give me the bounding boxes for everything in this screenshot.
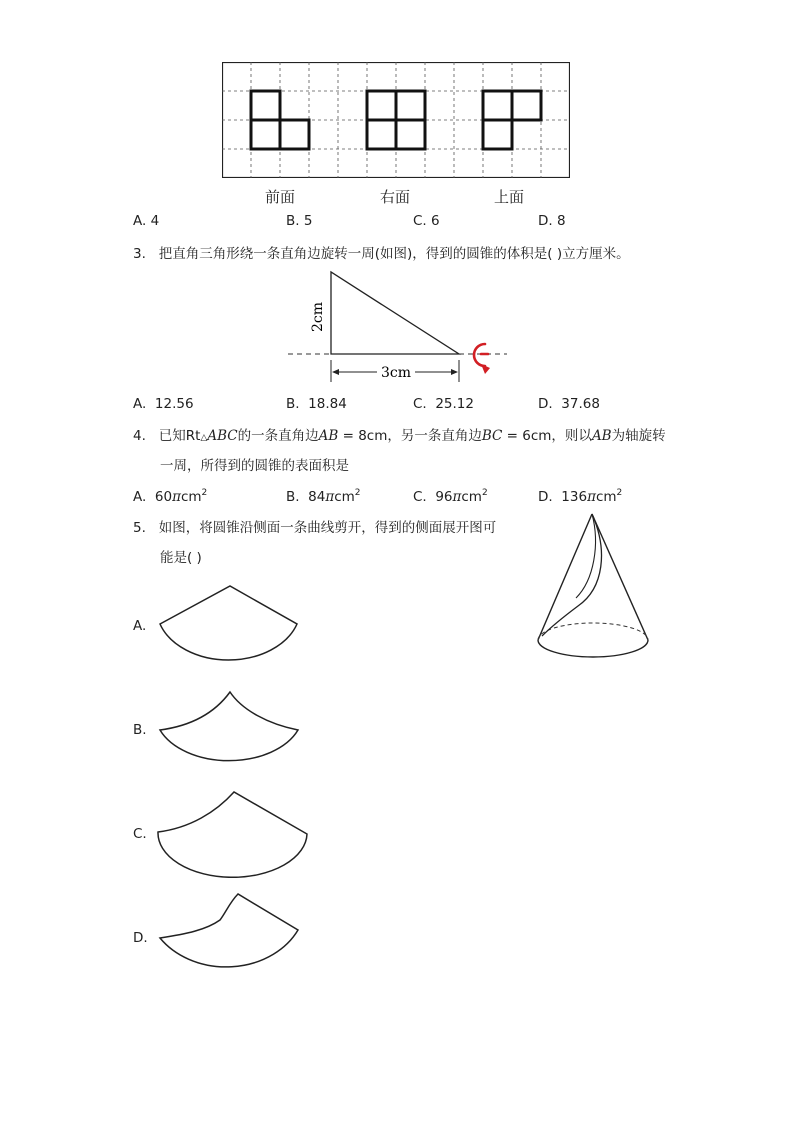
q3-option-a[interactable]: A. 12.56 <box>133 396 194 412</box>
q4-option-b[interactable]: B. 84πcm$^2$ <box>286 488 361 505</box>
view-label-right: 右面 <box>380 188 411 206</box>
q5-option-b-label[interactable]: B. <box>133 722 147 738</box>
q4-option-d[interactable]: D. 136πcm$^2$ <box>538 488 623 505</box>
q5-option-a-label[interactable]: A. <box>133 618 147 634</box>
q4-question-line2: 一周，所得到的圆锥的表面积是 <box>160 458 349 474</box>
q3-number: 3. <box>133 246 146 262</box>
q3-option-d[interactable]: D. 37.68 <box>538 396 600 412</box>
q2-option-a[interactable]: A. 4 <box>133 213 160 229</box>
q3-option-b[interactable]: B. 18.84 <box>286 396 347 412</box>
q5-option-d-sector[interactable] <box>150 890 310 990</box>
height-label: 2cm <box>310 301 326 332</box>
q5-option-b-sector[interactable] <box>150 688 310 776</box>
q2-option-b[interactable]: B. 5 <box>286 213 313 229</box>
base-label: 3cm <box>381 365 412 381</box>
q4-question-line1: 4. 已知Rt△ABC的一条直角边AB = 8cm，另一条直角边BC = 6cm，则以AB为轴旋转 <box>133 428 666 444</box>
right-triangle <box>331 272 459 354</box>
q2-option-d[interactable]: D. 8 <box>538 213 566 229</box>
q4-number: 4. <box>133 428 146 444</box>
q4-option-c[interactable]: C. 96πcm$^2$ <box>413 488 488 505</box>
top-view-shape <box>483 91 541 149</box>
rotation-arrow-icon <box>474 344 488 366</box>
front-view-shape <box>251 91 309 149</box>
q5-option-c-sector[interactable] <box>150 786 316 878</box>
rotating-triangle-figure <box>285 268 515 384</box>
view-label-top: 上面 <box>494 188 525 206</box>
q3-option-c[interactable]: C. 25.12 <box>413 396 474 412</box>
q4-option-a[interactable]: A. 60πcm$^2$ <box>133 488 208 505</box>
q5-question-line1: 5. 如图，将圆锥沿侧面一条曲线剪开，得到的侧面展开图可 <box>133 520 497 536</box>
q3-text: 把直角三角形绕一条直角边旋转一周(如图)，得到的圆锥的体积是( )立方厘米。 <box>158 246 630 262</box>
view-label-front: 前面 <box>265 188 296 206</box>
q2-option-c[interactable]: C. 6 <box>413 213 440 229</box>
q5-option-a-sector[interactable] <box>150 580 310 672</box>
cut-cone-figure <box>534 510 654 664</box>
q5-option-c-label[interactable]: C. <box>133 826 147 842</box>
q3-question <box>133 245 630 263</box>
q5-number: 5. <box>133 520 146 536</box>
q5-option-d-label[interactable]: D. <box>133 930 148 946</box>
q5-question-line2: 能是( ) <box>160 550 202 566</box>
right-view-shape <box>367 91 425 149</box>
three-views-grid-figure <box>222 62 570 178</box>
